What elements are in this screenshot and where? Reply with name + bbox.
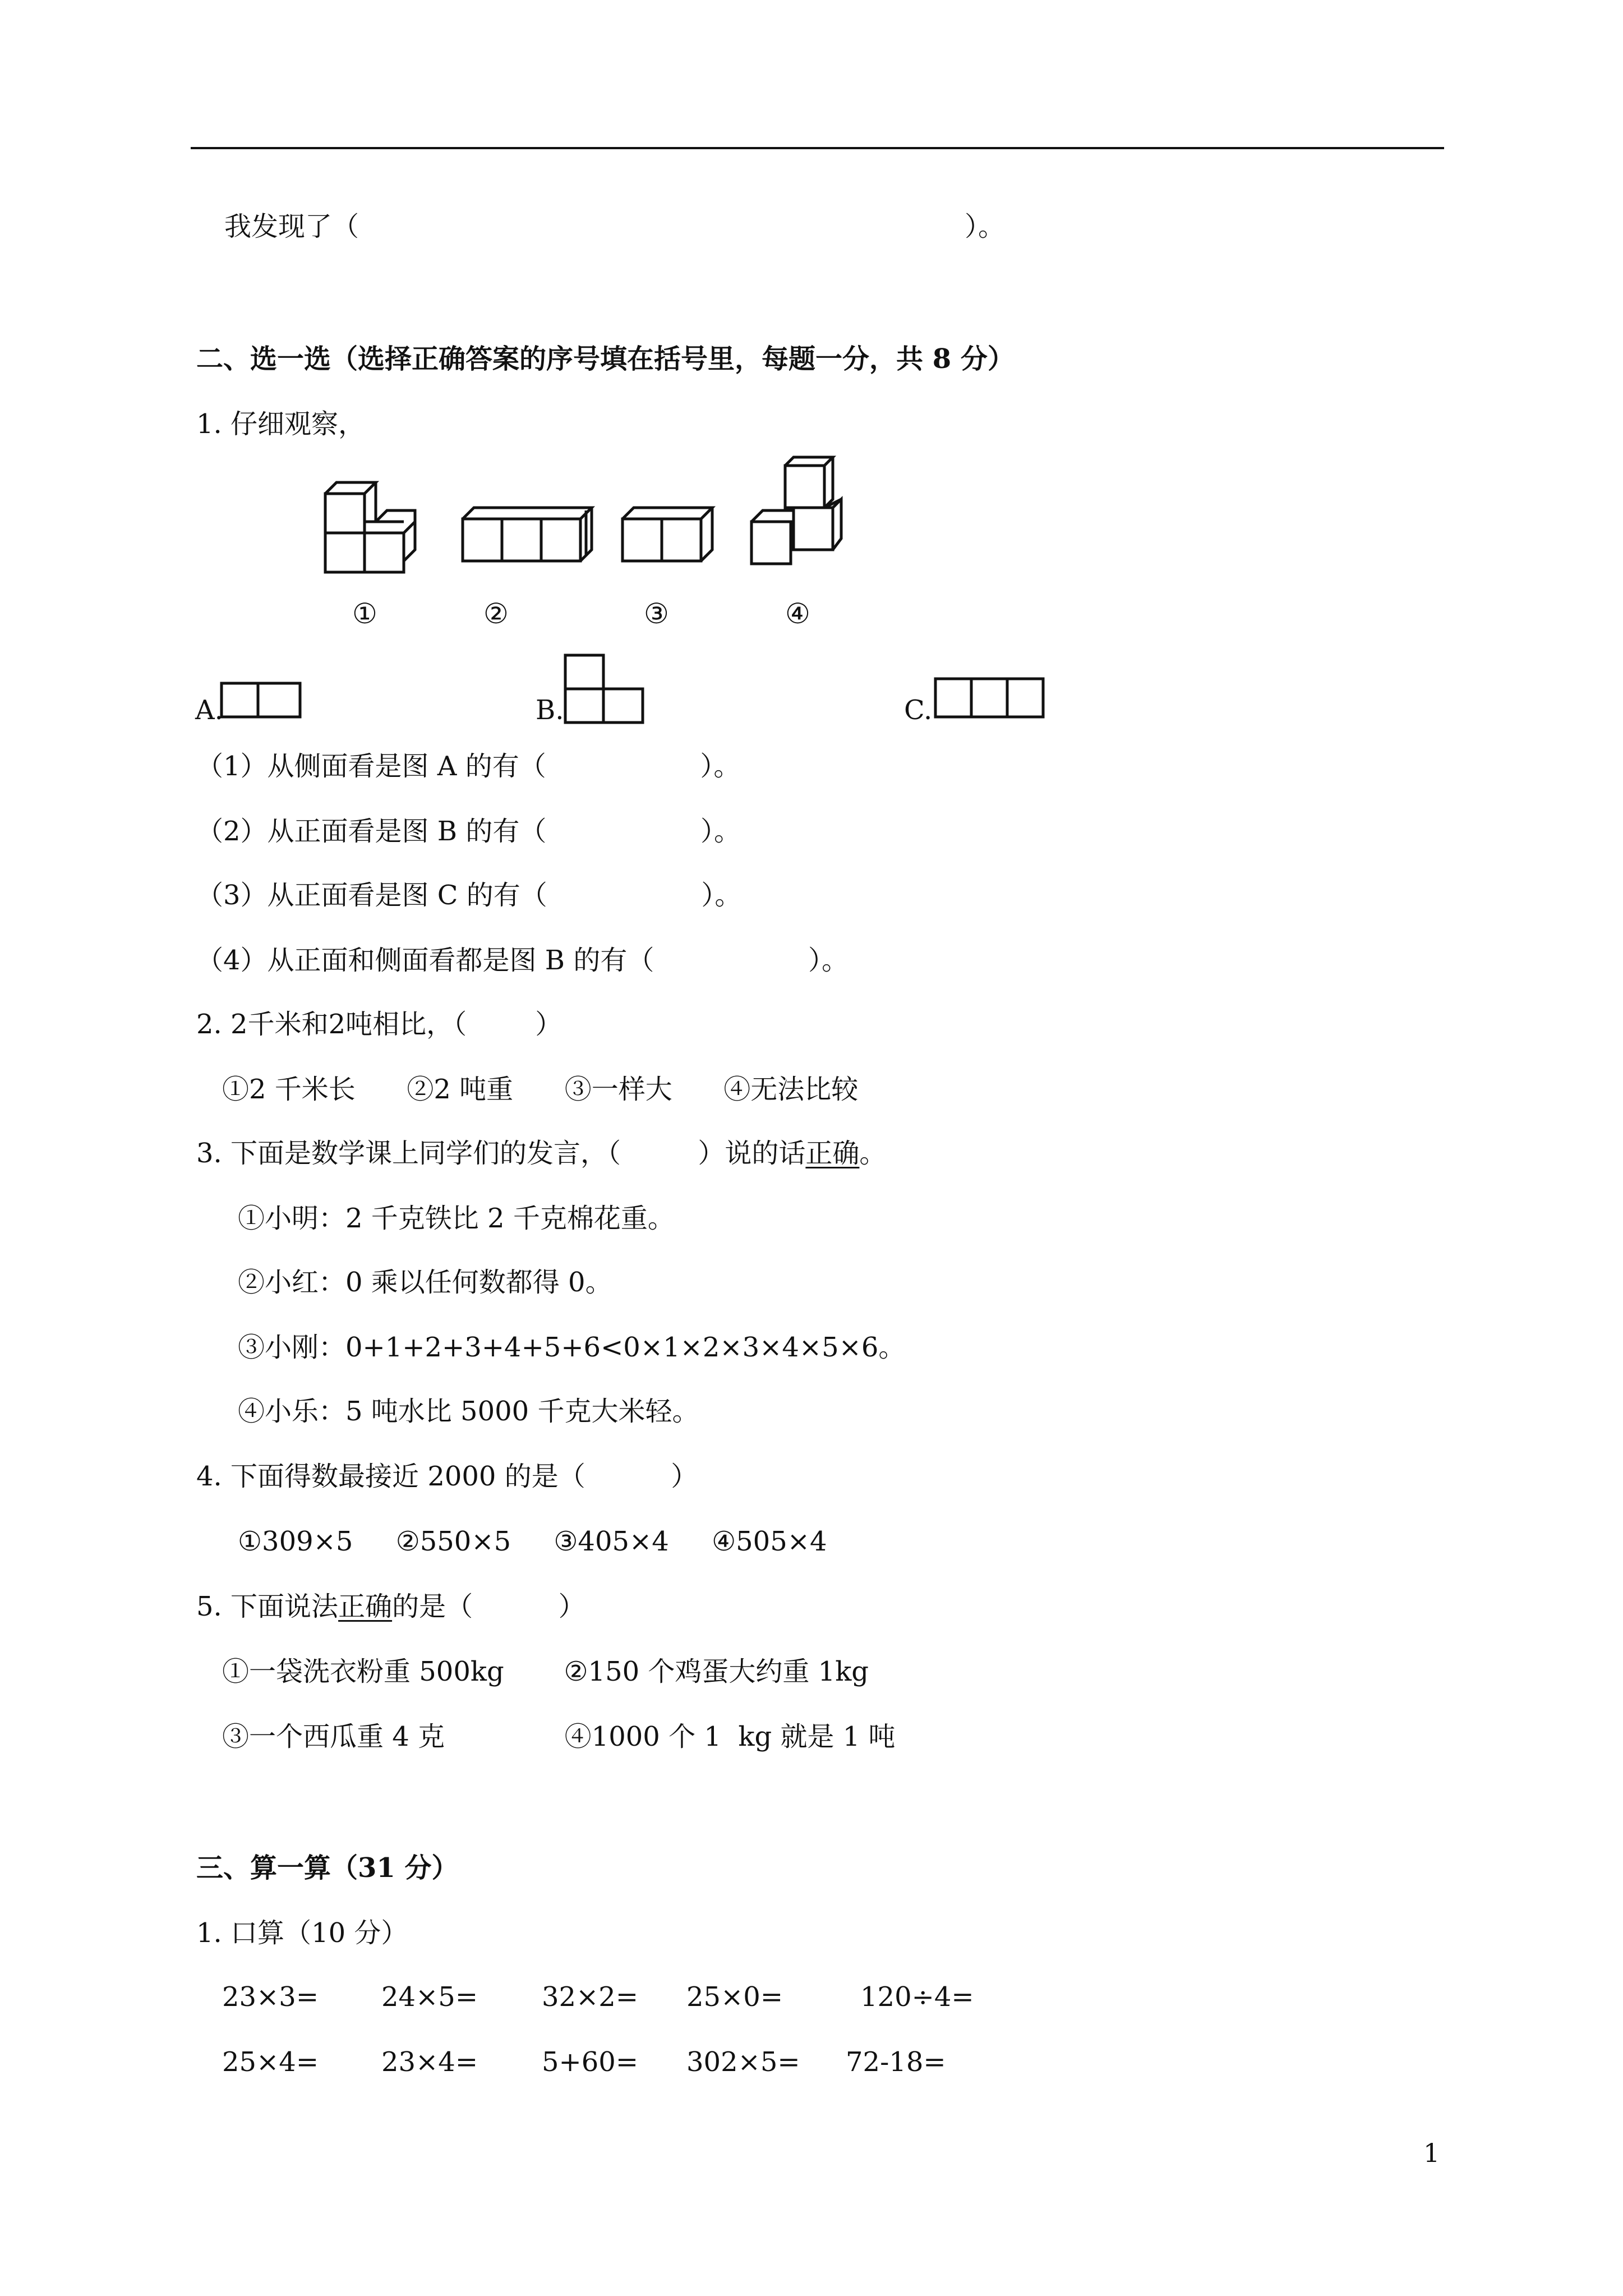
page-number: 1 [1423, 2138, 1440, 2168]
intro-close: ）。 [965, 211, 1006, 242]
calc-r2-3: 5+60= [542, 2046, 639, 2078]
calc-r2-4: 302×5= [686, 2046, 800, 2078]
view-c-figure [931, 672, 1054, 723]
q3-stem [196, 1137, 886, 1170]
q5-stem-underlined: 正确 [338, 1591, 393, 1622]
q5-stem-end: 的是（ ） [392, 1591, 585, 1622]
q5-stem-text: 5. 下面说法 [196, 1591, 339, 1622]
section-2-title: 二、选一选（选择正确答案的序号填在括号里，每题一分，共 8 分） [196, 343, 1015, 375]
q3-item-3: ③小刚：0+1+2+3+4+5+6<0×1×2×3×4×5×6。 [238, 1332, 906, 1363]
calc-r1-2: 24×5= [381, 1981, 478, 2013]
q5-stem [196, 1590, 585, 1623]
option-a-label: A. [195, 694, 223, 726]
q3-stem-text: 3. 下面是数学课上同学们的发言，（ ）说的话 [196, 1138, 806, 1169]
q3-stem-underlined: 正确 [805, 1138, 860, 1169]
calc-r1-5: 120÷4= [860, 1981, 974, 2013]
q3-item-1: ①小明：2 千克铁比 2 千克棉花重。 [238, 1203, 675, 1234]
figure-number-1: ① [352, 597, 377, 630]
option-c-label: C. [904, 694, 933, 726]
q1-stem: 1. 仔细观察， [196, 408, 366, 440]
q1-sub-2: （2）从正面看是图 B 的有（ ）。 [196, 816, 741, 847]
calc-r1-3: 32×2= [542, 1981, 639, 2013]
q2-stem: 2. 2千米和2吨相比，（ ） [196, 1009, 562, 1040]
calc-r2-5: 72-18= [846, 2046, 946, 2078]
figure-number-3: ③ [644, 597, 669, 630]
q5-options-row-2: ③一个西瓜重 4 克 ④1000 个 1 kg 就是 1 吨 [222, 1721, 896, 1752]
option-b-label: B. [536, 694, 564, 726]
intro-line [224, 210, 1005, 243]
calc-r2-1: 25×4= [222, 2046, 319, 2078]
calc-r1-4: 25×0= [686, 1981, 783, 2013]
view-b-figure [561, 651, 651, 729]
section-3-q1-stem: 1. 口算（10 分） [196, 1917, 408, 1949]
figure-number-4: ④ [785, 597, 810, 630]
cube-figure-1 [325, 482, 415, 572]
cube-figure-4 [751, 457, 841, 564]
cube-figures [314, 449, 886, 578]
header-rule [191, 147, 1444, 149]
view-a-figure [219, 678, 308, 723]
q1-sub-1: （1）从侧面看是图 A 的有（ ）。 [196, 751, 741, 782]
q1-sub-4: （4）从正面和侧面看都是图 B 的有（ ）。 [196, 945, 849, 976]
calc-r2-2: 23×4= [381, 2046, 478, 2078]
cube-figure-2 [463, 508, 592, 561]
section-3-title: 三、算一算（31 分） [196, 1852, 459, 1884]
calc-r1-1: 23×3= [222, 1981, 319, 2013]
q5-options-row-1: ①一袋洗衣粉重 500kg ②150 个鸡蛋大约重 1kg [222, 1656, 869, 1687]
figure-number-2: ② [483, 597, 509, 630]
q4-stem: 4. 下面得数最接近 2000 的是（ ） [196, 1461, 698, 1492]
q2-options: ①2 千米长 ②2 吨重 ③一样大 ④无法比较 [222, 1074, 859, 1105]
intro-text: 我发现了（ [224, 211, 359, 242]
q1-sub-3: （3）从正面看是图 C 的有（ ）。 [196, 880, 742, 911]
q3-item-4: ④小乐：5 吨水比 5000 千克大米轻。 [238, 1396, 699, 1427]
q3-item-2: ②小红：0 乘以任何数都得 0。 [238, 1267, 612, 1298]
cube-figure-3 [623, 508, 712, 561]
q3-stem-end: 。 [859, 1138, 887, 1169]
q4-options: ①309×5 ②550×5 ③405×4 ④505×4 [238, 1526, 827, 1557]
